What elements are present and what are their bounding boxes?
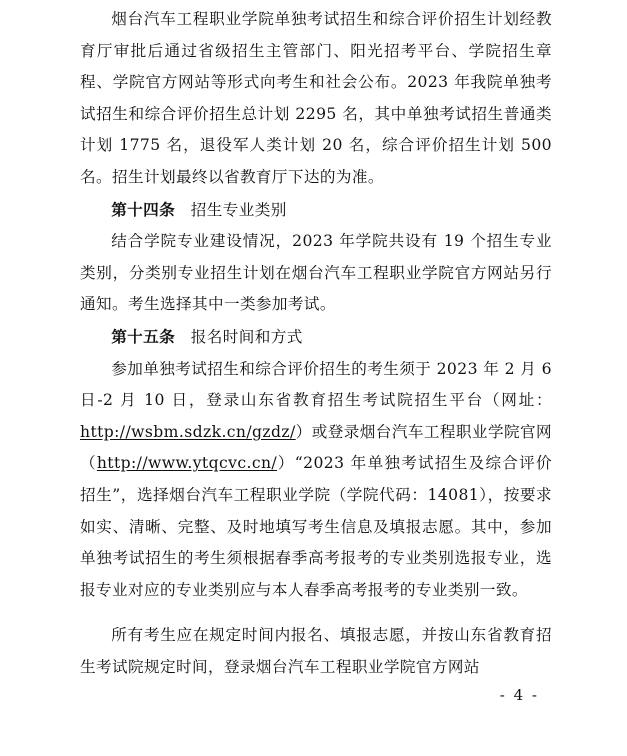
article-14-number: 第十四条	[111, 199, 176, 219]
paragraph-all-candidates: 所有考生应在规定时间内报名、填报志愿，并按山东省教育招生考试院规定时间，登录烟台汽车工程职业学院官方网站	[80, 626, 552, 676]
college-website-link[interactable]: http://www.ytqcvc.cn/	[96, 454, 278, 473]
registration-text-1: 参加单独考试招生和综合评价招生的考生须于 2023 年 2 月 6 日-2 月 10 日，登录山东省教育招生考试院招生平台（网址：	[80, 359, 552, 410]
registration-text-3: ）“2023 年单独考试招生及综合评价招生”，选择烟台汽车工程职业学院（学院代码：14081），按要求如实、清晰、完整、及时地填写考生信息及填报志愿。其中，参加单独考试招生的考生须根据春季高考报考的专业类别选报专业，选报专业对应的专业类别应与本人春季高考报考的专业类别一致。	[80, 454, 552, 599]
paragraph-registration	[80, 354, 552, 607]
article-14-title: 招生专业类别	[190, 200, 287, 219]
paragraph-major-categories: 结合学院专业建设情况，2023 年学院共设有 19 个招生专业类别，分类别专业招生计划在烟台汽车工程职业学院官方网站另行通知。考生选择其中一类参加考试。	[80, 232, 552, 314]
article-15-heading	[80, 321, 552, 354]
article-14-heading	[80, 194, 552, 227]
paragraph-enrollment-plan: 烟台汽车工程职业学院单独考试招生和综合评价招生计划经教育厅审批后通过省级招生主管部门、阳光招考平台、学院招生章程、学院官方网站等形式向考生和社会公布。2023 年我院单独考试招生和综合评价招生总计划 2295 名，其中单独考试招生普通类计划 1775 名，退役军人类计划 20 名，综合评价招生计划 500 名。招生计划最终以省教育厅下达的为准。	[80, 10, 552, 186]
sdzk-registration-link[interactable]: http://wsbm.sdzk.cn/gzdz/	[80, 422, 296, 441]
article-15-number: 第十五条	[111, 326, 176, 346]
document-page	[80, 4, 552, 683]
article-15-title: 报名时间和方式	[190, 327, 303, 346]
page-number: - 4 -	[499, 686, 539, 704]
registration-text-2: ）或登录烟台汽车工程职业学院官网（	[80, 422, 552, 473]
